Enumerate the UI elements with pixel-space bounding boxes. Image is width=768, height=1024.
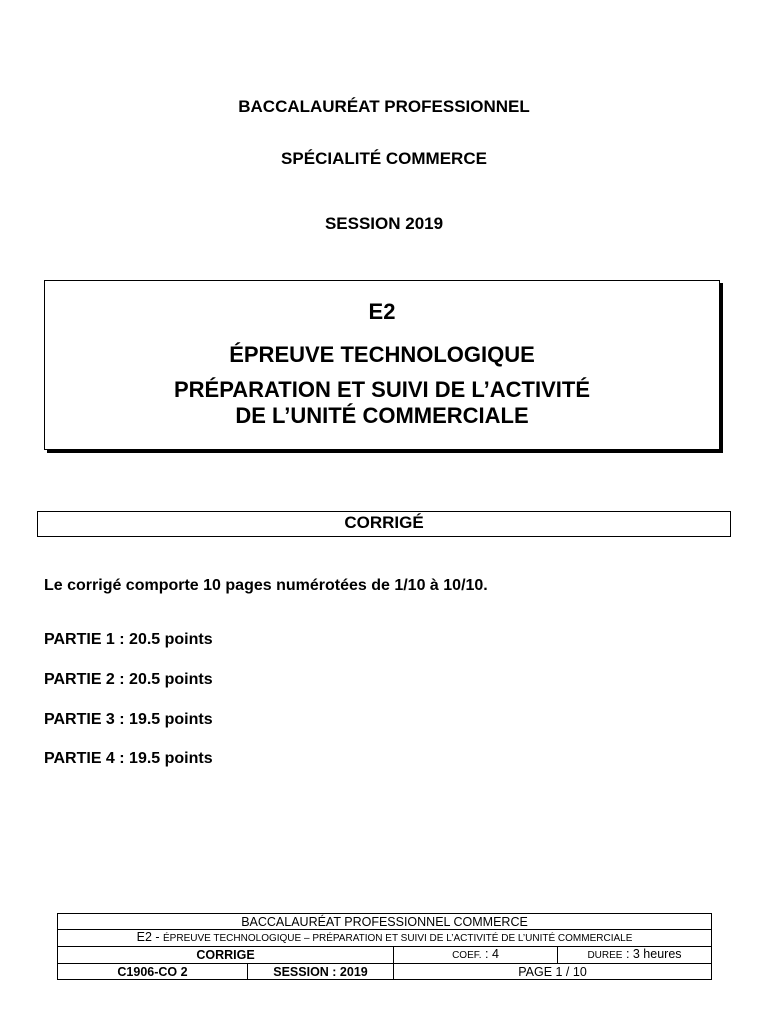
header-line-1: BACCALAURÉAT PROFESSIONNEL <box>238 97 530 116</box>
footer-session-label: SESSION <box>273 964 329 979</box>
footer-epreuve-code: E2 - <box>136 930 164 944</box>
footer-ref: C1906-CO 2 <box>58 964 248 980</box>
footer-corrige: CORRIGE <box>58 947 394 964</box>
footer-epreuve <box>58 930 712 947</box>
footer-coef <box>394 947 558 964</box>
footer-duree-value: : 3 heures <box>622 947 682 961</box>
footer-session-value: : 2019 <box>328 964 368 979</box>
epreuve-subtitle-line-1: PRÉPARATION ET SUIVI DE L’ACTIVITÉ <box>173 377 590 402</box>
footer-title: BACCALAURÉAT PROFESSIONNEL COMMERCE <box>58 914 712 930</box>
footer-duree <box>558 947 712 964</box>
partie-4: PARTIE 4 : 19.5 points <box>44 750 213 767</box>
footer-duree-label: DUREE <box>587 950 623 961</box>
footer-coef-value: : 4 <box>481 947 499 961</box>
footer-page: PAGE 1 / 10 <box>394 964 712 980</box>
epreuve-title: ÉPREUVE TECHNOLOGIQUE <box>229 342 535 367</box>
partie-2: PARTIE 2 : 20.5 points <box>44 671 213 688</box>
header-line-3: SESSION 2019 <box>324 214 444 233</box>
footer-epreuve-text: ÉPREUVE TECHNOLOGIQUE – PRÉPARATION ET SUIVI DE L’ACTIVITÉ DE L’UNITÉ COMMERCIALE <box>163 933 633 944</box>
footer-session <box>248 964 394 980</box>
header-line-2: SPÉCIALITÉ COMMERCE <box>281 149 487 168</box>
intro-text: Le corrigé comporte 10 pages numérotées de 1/10 à 10/10. <box>44 577 488 594</box>
footer-table <box>57 913 712 980</box>
corrige-banner: CORRIGÉ <box>37 511 731 537</box>
epreuve-subtitle-line-2: DE L’UNITÉ COMMERCIALE <box>235 403 529 428</box>
footer-coef-label: COEF. <box>452 950 482 961</box>
partie-1: PARTIE 1 : 20.5 points <box>44 631 213 648</box>
epreuve-code: E2 <box>368 299 396 324</box>
partie-3: PARTIE 3 : 19.5 points <box>44 711 213 728</box>
epreuve-box <box>44 280 720 450</box>
epreuve-subtitle <box>45 377 719 429</box>
